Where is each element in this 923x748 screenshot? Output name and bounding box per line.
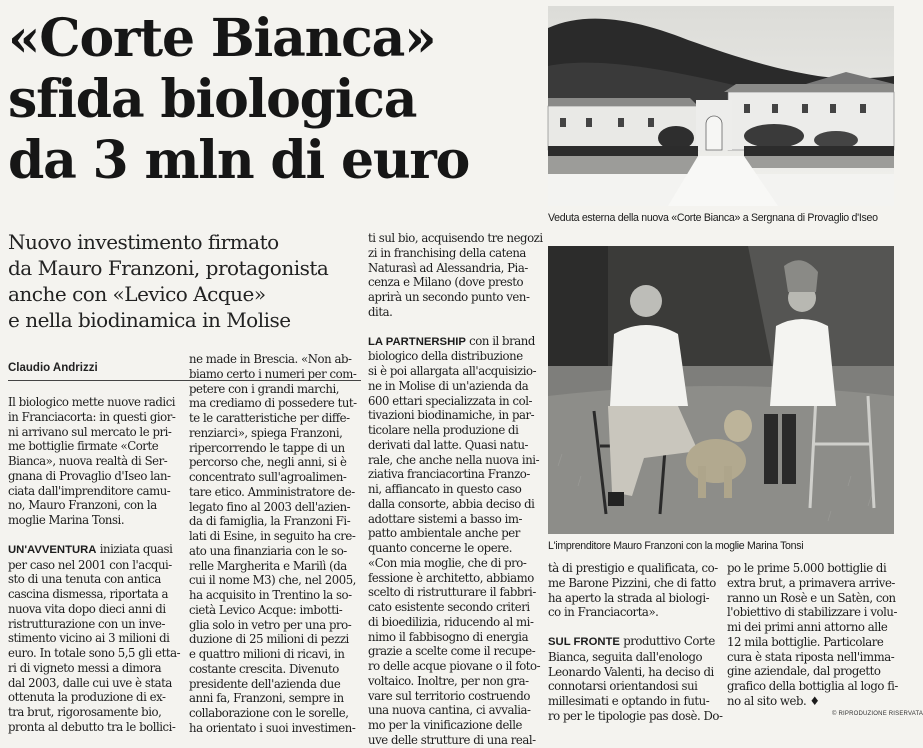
- text-line: [189, 485, 359, 500]
- text-line-content: ripercorrendo le tappe di un: [189, 440, 345, 455]
- text-column-1: [8, 395, 180, 735]
- text-column-5: [727, 561, 898, 709]
- text-line: [8, 513, 180, 528]
- text-line-content: ottenuta la produzione di ex-: [8, 690, 166, 705]
- text-line: [368, 305, 540, 320]
- text-line-content: ne made in Brescia. «Non ab-: [189, 352, 352, 366]
- photo-corte-bianca-exterior: [548, 6, 894, 206]
- text-line: [548, 650, 718, 665]
- text-line: [8, 720, 180, 735]
- text-line: [8, 454, 180, 469]
- text-line: [8, 498, 180, 513]
- text-line-content: ro per le tipologie pas dosè. Do-: [548, 708, 723, 723]
- paragraph-lead-keyword: UN'AVVENTURA: [8, 543, 97, 556]
- farmhouse-illustration: [548, 6, 894, 206]
- text-line-content: ha orientato i suoi investimen-: [189, 720, 356, 735]
- text-line-content: percorso che, negli anni, si è: [189, 455, 347, 470]
- text-line-content: dalla consorte, abbia deciso di: [368, 496, 535, 511]
- text-line-content: te le caratteristiche per diffe-: [189, 411, 350, 425]
- text-line-content: ne in Molise di un'azienda da: [368, 378, 529, 393]
- text-line: [727, 650, 895, 665]
- text-line: [189, 603, 359, 618]
- paragraph-lead-keyword: SUL FRONTE: [548, 636, 620, 648]
- text-line-content: gnana di Provaglio d'Iseo lan-: [8, 468, 171, 483]
- text-line-content: voltaico. Inoltre, per non gra-: [368, 673, 529, 688]
- text-line: [8, 631, 180, 646]
- text-line: [368, 733, 540, 748]
- text-line: [368, 571, 540, 586]
- text-line-content: lati di Esine, in seguito ha cre-: [189, 529, 356, 543]
- text-line-content: millesimati e optando in futu-: [548, 694, 710, 708]
- text-line: [189, 441, 359, 456]
- text-line-content: glia solo in vetro per una pro-: [189, 617, 352, 632]
- text-line-content: mo per la vinificazione delle: [368, 718, 522, 732]
- text-line-content: 600 ettari specializzata in col-: [368, 393, 532, 408]
- text-line-content: duzione di 25 milioni di pezzi: [189, 632, 349, 647]
- text-line: [368, 615, 540, 630]
- text-line: [8, 395, 180, 410]
- text-line: [727, 679, 898, 694]
- text-line-content: Il biologico mette nuove radici: [8, 395, 176, 409]
- text-line-content: ni, affiancato in questo caso: [368, 482, 522, 496]
- text-line: [368, 526, 540, 541]
- text-line-content: quanto concerne le opere.: [368, 541, 513, 555]
- text-line-content: ticolare nella produzione di: [368, 423, 519, 437]
- text-line-content: connotarsi orientandosi sui: [548, 679, 698, 694]
- text-line-content: euro. In totale sono 5,5 gli etta-: [8, 646, 181, 660]
- text-line: [189, 721, 359, 736]
- text-line-content: per caso nel 2001 con l'acqui-: [8, 557, 172, 572]
- text-line: [8, 425, 180, 440]
- text-column-3: [368, 231, 543, 748]
- text-line: [8, 484, 180, 499]
- text-line: [189, 691, 359, 706]
- text-line: [727, 620, 895, 635]
- text-line: [8, 572, 180, 587]
- text-line: [8, 617, 180, 632]
- subtitle-line: anche con «Levico Acque»: [8, 282, 266, 306]
- text-line-content: ciata dall'imprenditore camu-: [8, 483, 171, 498]
- text-line: [189, 411, 359, 426]
- text-line-content: anni fa, Franzoni, sempre in: [189, 691, 344, 706]
- text-line-content: gine aziendale, dal progetto: [727, 664, 881, 679]
- text-line-content: sto di una tenuta con antica: [8, 572, 161, 587]
- text-line: [368, 718, 540, 733]
- text-line-content: da di famiglia, la Franzoni Fi-: [189, 514, 351, 529]
- photo-franzoni-couple: [548, 246, 894, 534]
- headline-line: da 3 mln di euro: [8, 130, 470, 191]
- text-line: [189, 470, 359, 485]
- text-line-content: aprirà un secondo punto ven-: [368, 290, 530, 304]
- text-line: [189, 352, 359, 367]
- photo-caption-exterior: Veduta esterna della nuova «Corte Bianca» a Sergnana di Provaglio d'Iseo: [548, 212, 878, 224]
- text-line-content: Bianca, seguita dall'enologo: [548, 649, 703, 664]
- text-line: [727, 694, 895, 709]
- text-line: [8, 646, 180, 661]
- text-line: [368, 349, 540, 364]
- text-line: [189, 455, 359, 470]
- text-line: [368, 630, 540, 645]
- photo-caption-couple: L'imprenditore Mauro Franzoni con la moglie Marina Tonsi: [548, 540, 804, 552]
- text-line: [727, 605, 895, 620]
- text-line: [189, 677, 359, 692]
- text-line-content: extra brut, a primavera arrive-: [727, 575, 895, 590]
- text-line-content: ha aperto la strada al biologi-: [548, 590, 710, 605]
- text-line-content: ziativa franciacortina Franzo-: [368, 467, 530, 482]
- text-line: [548, 634, 718, 650]
- text-line: [368, 246, 540, 261]
- text-line: [727, 635, 895, 650]
- text-line: [189, 706, 359, 721]
- text-line-content: adottare sistemi a basso im-: [368, 511, 522, 526]
- text-line-content: patto ambientale anche per: [368, 526, 520, 541]
- text-line-content: no, Mauro Franzoni, con la: [8, 498, 157, 513]
- text-line: [368, 644, 540, 659]
- text-line: [189, 500, 359, 515]
- text-line: [8, 410, 180, 425]
- text-line: [8, 439, 180, 454]
- text-line-content: zi in franchising della catena: [368, 245, 526, 260]
- text-line-content: ranno un Rosè e un Satèn, con: [727, 590, 896, 605]
- text-line-content: ato una finanziaria con le so-: [189, 543, 347, 558]
- text-line-content: ni arrivano sul mercato le pri-: [8, 424, 172, 439]
- text-line-content: no al sito web. ♦: [727, 693, 820, 708]
- text-line-content: con il brand: [465, 333, 535, 348]
- text-line-content: ristrutturazione con un inve-: [8, 616, 165, 631]
- subtitle-line: e nella biodinamica in Molise: [8, 308, 291, 332]
- text-line-content: derivati dal latte. Quasi natu-: [368, 437, 529, 452]
- text-line: [368, 231, 543, 246]
- text-line: [189, 544, 359, 559]
- text-line: [727, 561, 895, 576]
- text-line: [548, 665, 718, 680]
- subtitle-line: da Mauro Franzoni, protagonista: [8, 256, 329, 280]
- text-line: [189, 559, 359, 574]
- text-line-content: me Barone Pizzini, che di fatto: [548, 575, 716, 590]
- headline-line: sfida biologica: [8, 69, 417, 130]
- text-line-content: cascina dismessa, riportata a: [8, 587, 169, 601]
- text-line: [189, 396, 359, 411]
- text-line-content: tivazioni biodinamiche, in par-: [368, 408, 535, 423]
- text-line-content: cenza e Milano (dove presto: [368, 275, 524, 290]
- text-line-content: tà di prestigio e qualificata, co-: [548, 561, 718, 575]
- text-line-content: legato fino al 2003 dell'azien-: [189, 499, 351, 514]
- text-line: [368, 689, 540, 704]
- text-line: [8, 676, 180, 691]
- text-line-content: scelto di ristrutturare il fabbri-: [368, 585, 536, 600]
- text-line: [548, 576, 718, 591]
- text-line-content: uve delle strutture di una real-: [368, 732, 536, 747]
- text-line: [548, 708, 723, 724]
- text-line: [368, 394, 540, 409]
- text-line-content: co in Franciacorta».: [548, 605, 659, 620]
- text-line: [189, 588, 359, 603]
- headline: [8, 8, 543, 191]
- text-line-content: rale, che anche nella nuova ini-: [368, 452, 540, 467]
- text-line-content: dita.: [368, 304, 393, 319]
- text-line: [8, 602, 180, 617]
- text-line-content: cui il nome M3) che, nel 2005,: [189, 573, 356, 588]
- headline-line: «Corte Bianca»: [8, 8, 436, 69]
- text-line: [368, 438, 540, 453]
- text-line: [368, 453, 540, 468]
- text-line: [189, 529, 359, 544]
- text-line-content: si è poi allargata all'acquisizio-: [368, 364, 537, 378]
- copyright-credit: © RIPRODUZIONE RISERVATA: [832, 711, 923, 717]
- text-line-content: po le prime 5.000 bottiglie di: [727, 561, 887, 575]
- text-line-content: presidente dell'azienda due: [189, 676, 341, 691]
- text-line: [8, 705, 180, 720]
- text-line-content: me bottiglie firmate «Corte: [8, 439, 159, 454]
- text-line-content: costante crescita. Divenuto: [189, 661, 339, 676]
- text-line: [189, 632, 359, 647]
- text-line-content: stimento vicino ai 3 milioni di: [8, 631, 170, 646]
- text-line-content: iniziata quasi: [96, 541, 173, 556]
- text-line-content: Leonardo Valenti, ha deciso di: [548, 664, 714, 679]
- text-line: [368, 275, 540, 290]
- text-line-content: biamo certo i numeri per com-: [189, 366, 357, 381]
- text-line-content: petere con i grandi marchi,: [189, 381, 340, 396]
- text-line: [727, 664, 895, 679]
- text-line-content: collaborazione con le sorelle,: [189, 706, 349, 720]
- text-line-content: grafico della bottiglia al logo fi-: [727, 679, 898, 693]
- text-line-content: e quattro milioni di ricavi, in: [189, 647, 345, 661]
- text-line: [8, 587, 180, 602]
- text-line: [548, 694, 718, 709]
- text-line-content: una nuova cantina, ci avvalia-: [368, 703, 531, 718]
- text-line: [368, 674, 540, 689]
- text-line: [368, 585, 540, 600]
- text-line-content: cietà Levico Acque: imbotti-: [189, 602, 343, 617]
- text-line-content: «Con mia moglie, che di pro-: [368, 555, 527, 570]
- text-line: [727, 591, 895, 606]
- text-line-content: tare etico. Amministratore de-: [189, 484, 355, 499]
- text-line: [368, 703, 540, 718]
- text-line-content: in Franciacorta: in questi gior-: [8, 409, 176, 424]
- text-line-content: ha acquisito in Trentino la so-: [189, 588, 352, 602]
- paragraph-gap: [368, 320, 540, 334]
- text-line-content: relle Margherita e Marilì (da: [189, 558, 347, 573]
- text-line: [368, 556, 540, 571]
- text-line-content: ro delle acque piovane o il foto-: [368, 659, 541, 673]
- text-line: [8, 542, 180, 558]
- text-line-content: nuova vita dopo dieci anni di: [8, 601, 166, 616]
- text-line: [548, 605, 718, 620]
- text-line-content: mi dei primi anni attorno alle: [727, 620, 888, 634]
- text-line-content: grazie a scelte come il recupe-: [368, 644, 536, 659]
- text-line: [189, 573, 359, 588]
- text-line: [368, 423, 540, 438]
- paragraph-gap: [548, 620, 718, 634]
- text-line-content: Bianca», nuova realtà di Ser-: [8, 454, 168, 468]
- subtitle-line: Nuovo investimento firmato: [8, 230, 279, 254]
- text-line: [189, 367, 359, 382]
- text-line: [368, 379, 540, 394]
- text-line: [368, 541, 540, 556]
- text-line: [548, 591, 718, 606]
- text-line: [548, 561, 718, 576]
- paragraph-lead-keyword: LA PARTNERSHIP: [368, 335, 466, 348]
- text-line: [727, 576, 895, 591]
- text-line-content: 12 mila bottiglie. Particolare: [727, 634, 884, 649]
- text-line: [368, 408, 540, 423]
- text-line: [368, 261, 540, 276]
- byline: Claudio Andrizzi: [8, 362, 98, 374]
- text-line-content: di bioedilizia, riducendo al mi-: [368, 614, 534, 629]
- paragraph-gap: [8, 528, 180, 542]
- text-line: [189, 618, 359, 633]
- text-line-content: ma crediamo di possedere tut-: [189, 396, 357, 411]
- text-column-4: [548, 561, 723, 724]
- text-line-content: cura è stata riposta nell'imma-: [727, 649, 895, 664]
- text-line: [368, 334, 540, 350]
- text-column-2: [189, 352, 359, 736]
- text-line-content: Naturasì ad Alessandria, Pia-: [368, 260, 528, 275]
- text-line: [368, 659, 540, 674]
- text-line: [189, 662, 359, 677]
- text-line: [8, 690, 180, 705]
- text-line-content: pronta al debutto tra le bollici-: [8, 719, 176, 734]
- text-line-content: concentrato sull'agroalimen-: [189, 470, 347, 484]
- text-line-content: fessione è architetto, abbiamo: [368, 570, 534, 585]
- couple-with-dog-illustration: [548, 246, 894, 534]
- text-line: [548, 679, 718, 694]
- text-line: [189, 647, 359, 662]
- text-line: [368, 512, 540, 527]
- text-line-content: l'obiettivo di stabilizzare i volu-: [727, 605, 897, 620]
- text-line: [8, 558, 180, 573]
- text-line-content: vare sul territorio costruendo: [368, 688, 530, 703]
- text-line-content: dal 2003, dalle cui uve è stata: [8, 675, 172, 690]
- text-line-content: produttivo Corte: [619, 634, 715, 648]
- text-line-content: tra brut, rigorosamente bio,: [8, 705, 162, 719]
- text-line: [368, 364, 540, 379]
- text-line: [189, 382, 359, 397]
- text-line: [368, 600, 540, 615]
- text-line: [368, 290, 540, 305]
- text-line: [368, 482, 540, 497]
- text-line-content: cato esistente secondo criteri: [368, 600, 530, 614]
- text-line-content: biologico della distribuzione: [368, 349, 523, 364]
- text-line-content: moglie Marina Tonsi.: [8, 513, 125, 527]
- text-line: [189, 426, 359, 441]
- text-line-content: renziarci», spiega Franzoni,: [189, 425, 343, 440]
- text-line-content: ri di vigneto messi a dimora: [8, 660, 162, 675]
- text-line-content: ti sul bio, acquisendo tre negozi: [368, 231, 543, 245]
- text-line: [368, 497, 540, 512]
- text-line: [8, 469, 180, 484]
- text-line-content: nimo il fabbisogno di energia: [368, 629, 529, 644]
- text-line: [189, 514, 359, 529]
- text-line: [8, 661, 180, 676]
- text-line: [368, 467, 540, 482]
- subtitle: [8, 229, 348, 333]
